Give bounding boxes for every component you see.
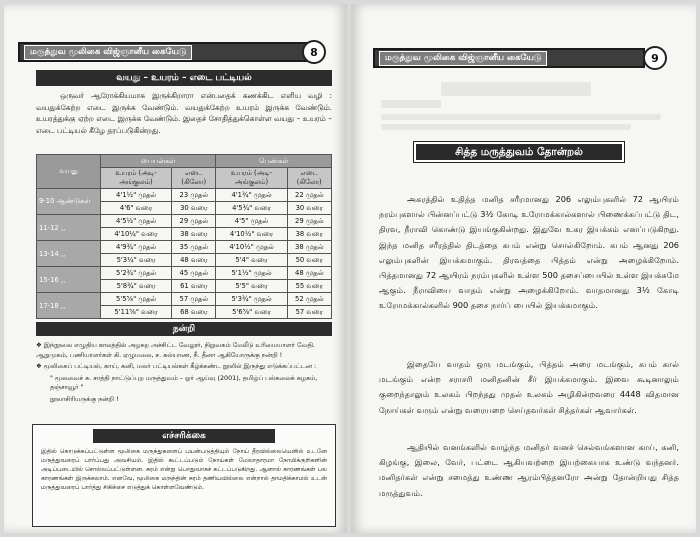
header-title: மருத்துவ மூலிகை விஜ்ஞானீய கையேடு: [24, 45, 192, 60]
thanks-section: [36, 341, 332, 407]
age-cell: 13-14 ,,: [37, 241, 101, 267]
table-row: [37, 241, 332, 254]
thanks-title: நன்றி: [36, 322, 332, 336]
table-cell: 5'6⅝" வரை: [216, 306, 287, 319]
boys-header: பையன்கள்: [101, 155, 216, 168]
title-box: [413, 141, 625, 163]
thanks-item: ❖ இந்நூலை எழுதிய காலத்தில் அழகற அச்சிட்ட வேலூர், நிறுவகம் மேலீடு உரிமையாளர் வேதி. ஆறுமுகம், பணியாளர்கள் கி. ஏழுமலை, ச. கல்யாண, நீ. தீனா ஆகியோருக்கு நன்றி !: [36, 341, 315, 359]
table-cell: 29 முதல்: [172, 215, 216, 228]
warning-title: எச்சரிக்கை: [93, 429, 275, 443]
table-cell: 4'6" வரை: [101, 202, 172, 215]
intro-paragraph: ஒருவர் ஆரோக்கியமாக இருக்கிறாரா என்பதைக் கணக்கிட எளிய வழி : வயதுக்கேற்ற எடை இருக்க வேண்டும். வயதுக்கேற்ற உயரம் இருக்க வேண்டும். உயரத்துக்கு ஏற்ற எடை இருக்க வேண்டும். இதைச் சோதித்துக்கொள்ள வயது – உயரம் – எடை பட்டியல் கீழே தரப்படுகின்றது.: [36, 91, 332, 135]
table-cell: 4'9¾" முதல்: [101, 241, 172, 254]
age-header: வயது: [37, 155, 101, 189]
diamond-bullet-icon: ❖: [36, 341, 44, 349]
paragraph-1: அகரத்தில் உதித்த மனித சரீரமானது 206 எலும்புகளில் 72 ஆயிரம் நரம்புகளால் பின்னப்பட்டு 3½ கோடி உரோமக்கால்களால் பிணைக்கப்பட்டு திட, திரவ, நீராவி கொண்டு இயங்குகின்றது. இதுவே உகர இயக்கம் எனப்படுகிறது. இந்த மனித சரீரத்தில் திடத்தை கபம் என்று சொல்கிறோம். கபம் ஆனது 206 எலும்புகளின் இயக்கமாகும். திரவத்தை பித்தம் என்று அழைக்கிறோம். பித்தமானது 72 ஆயிரம் நரம்புகளில் உள்ள 500 தசைப்பையில் உள்ள இயக்கமே ஆகும். நீராவியை வாதம் என்று அழைக்கிறோம். வாதமானது 3½ கோடி உரோமக்கால்களில் 900 தசை நார்ப் பையில் இயக்கமாகும்.: [379, 194, 679, 311]
page-number: 9: [643, 46, 667, 70]
table-cell: 29 முதல்: [287, 215, 332, 228]
thanks-quote: " மூலவைச் சு. சாத்தி நாட்டுப்புற மருத்துவம் – ஓர் ஆய்வு (2001), தமிழ்ப் பல்கலைக் கழகம், தஞ்சாவூர் ": [50, 373, 318, 392]
table-cell: 5'3¾" முதல்: [216, 293, 287, 306]
bleed-through: [441, 82, 591, 96]
table-cell: 4'1½" முதல்: [101, 189, 172, 202]
table-cell: 5'8¾" வரை: [101, 280, 172, 293]
table-cell: 50 வரை: [287, 254, 332, 267]
table-cell: 61 வரை: [172, 280, 216, 293]
table-cell: 4'10½" வரை: [216, 228, 287, 241]
page-number: 8: [302, 40, 326, 64]
age-cell: 9-10 ஆண்டுகள்: [37, 189, 101, 215]
age-cell: 11-12 ,,: [37, 215, 101, 241]
age-cell: 17-18 ,,: [37, 293, 101, 319]
table-row: [37, 267, 332, 280]
table-cell: 5'3¼" வரை: [101, 254, 172, 267]
paragraph-3: ஆதியில் வனங்களில் வாழ்ந்த மனிதர் வனச் செல்வங்களான காய், கனி, கிழங்கு, இலை, வேர், பட்டை ஆகியவற்றை இயற்கையாக உண்டு வந்தனர். மனிதர்கள் என்று சமைத்து உண்ண ஆரம்பித்தனரோ அன்று தோன்றியது சித்த மருத்துவம்.: [379, 442, 679, 498]
table-cell: 68 வரை: [172, 306, 216, 319]
table-cell: 4'1¾" முதல்: [216, 189, 287, 202]
table-cell: 23 முதல்: [172, 189, 216, 202]
thanks-item: ❖ மூலிகைப் பட்டியல், காய், கனி, மலர் பட்டியல்கள் கீழ்க்கண்ட நூலில் இருந்து எடுக்கப்பட்டன :: [36, 362, 317, 371]
table-cell: 4'10¼" வரை: [101, 228, 172, 241]
table-cell: 38 முதல்: [287, 241, 332, 254]
table-cell: 48 முதல்: [287, 267, 332, 280]
table-cell: 52 முதல்: [287, 293, 332, 306]
table-cell: 22 முதல்: [287, 189, 332, 202]
right-page: [351, 4, 696, 533]
sub-header: எடை (கிலோ): [172, 168, 216, 189]
table-cell: 4'5" முதல்: [216, 215, 287, 228]
table-cell: 57 முதல்: [172, 293, 216, 306]
page-header: [18, 42, 308, 62]
sub-header: உயரம் (அடி- அங்குலம்): [101, 168, 172, 189]
section-title: வயது – உயரம் – எடை பட்டியல்: [36, 70, 332, 86]
table-cell: 5'4" வரை: [216, 254, 287, 267]
table-cell: 5'5⅝" முதல்: [101, 293, 172, 306]
bleed-through: [381, 124, 631, 130]
table-cell: 5'1½" முதல்: [216, 267, 287, 280]
warning-text: இதில் கொடுக்கப்பட்டுள்ள மூலிகை மருந்துகளைப் பயன்படுத்தியும் நோய் தீரவில்லையெனில் உடனே மருத்துவரைப் பார்ப்பது அவசியம். இதில் கூட்டப்படும் நோய்கள் மேலாதாரமா நோயிக்குறிகளின் அடிப்படையில் சொல்லப்பட்டுள்ளன. சுரம் என்று பொதுவாகச் சுட்டப்படுகிறது. ஆனால் காரணங்கள் பல காரணங்கள் இருக்கலாம். எனவே, மூலிகை மருந்தின் சுரம் தணியவில்லை என்றால் தாமதிக்காமல் உடன் மருத்துவரைப் பார்த்து சிகிச்சை எடுத்துக் கொள்ளவேண்டும்.: [41, 448, 327, 491]
bleed-through: [381, 114, 661, 120]
table-cell: 55 வரை: [287, 280, 332, 293]
table-cell: 45 முதல்: [172, 267, 216, 280]
thanks-item: நூலாசிரியருக்கு நன்றி !: [50, 394, 119, 403]
table-cell: 57 வரை: [287, 306, 332, 319]
table-row: [37, 215, 332, 228]
page-header: [373, 48, 645, 68]
table-cell: 4'5¾" வரை: [216, 202, 287, 215]
table-cell: 5'5" வரை: [216, 280, 287, 293]
age-cell: 15-16 ,,: [37, 267, 101, 293]
table-cell: 35 முதல்: [172, 241, 216, 254]
table-row: [37, 293, 332, 306]
table-cell: 38 வரை: [172, 228, 216, 241]
header-title: மருத்துவ மூலிகை விஜ்ஞானீய கையேடு: [379, 51, 547, 66]
table-cell: 4'5½" முதல்: [101, 215, 172, 228]
table-cell: 30 வரை: [287, 202, 332, 215]
sub-header: உயரம் (அடி- அங்குலம்): [216, 168, 287, 189]
table-cell: 5'11⅝" வரை: [101, 306, 172, 319]
table-cell: 30 வரை: [172, 202, 216, 215]
bleed-through: [381, 100, 441, 108]
left-page: [4, 4, 347, 533]
girls-header: பெண்கள்: [216, 155, 332, 168]
page-title: சித்த மருத்துவம் தோன்றல்: [416, 144, 622, 160]
sub-header: எடை (கிலோ): [287, 168, 332, 189]
warning-box: [32, 424, 336, 527]
table-cell: 4'10½" முதல்: [216, 241, 287, 254]
table-cell: 5'2¾" முதல்: [101, 267, 172, 280]
table-cell: 38 வரை: [287, 228, 332, 241]
table-cell: 48 வரை: [172, 254, 216, 267]
paragraph-2: இதையே வாதம் ஒரு மடங்கும், பித்தம் அரை மடங்கும், கபம் கால் மடங்கும் என்ற சராசரி மனிதனின் சீர் இயக்கமாகும். இவை கூடினாலும் குறைந்தாலும் உலகம் பிறந்தது முதல் உலகம் அழிகின்றவரை 4448 விதமான நோய்கள் வரும் என்று வரையறை செய்தவர்கள் சித்தர்கள் ஆவார்கள்.: [379, 359, 679, 415]
age-height-weight-table: [36, 154, 332, 319]
table-row: [37, 189, 332, 202]
diamond-bullet-icon: ❖: [36, 362, 44, 371]
